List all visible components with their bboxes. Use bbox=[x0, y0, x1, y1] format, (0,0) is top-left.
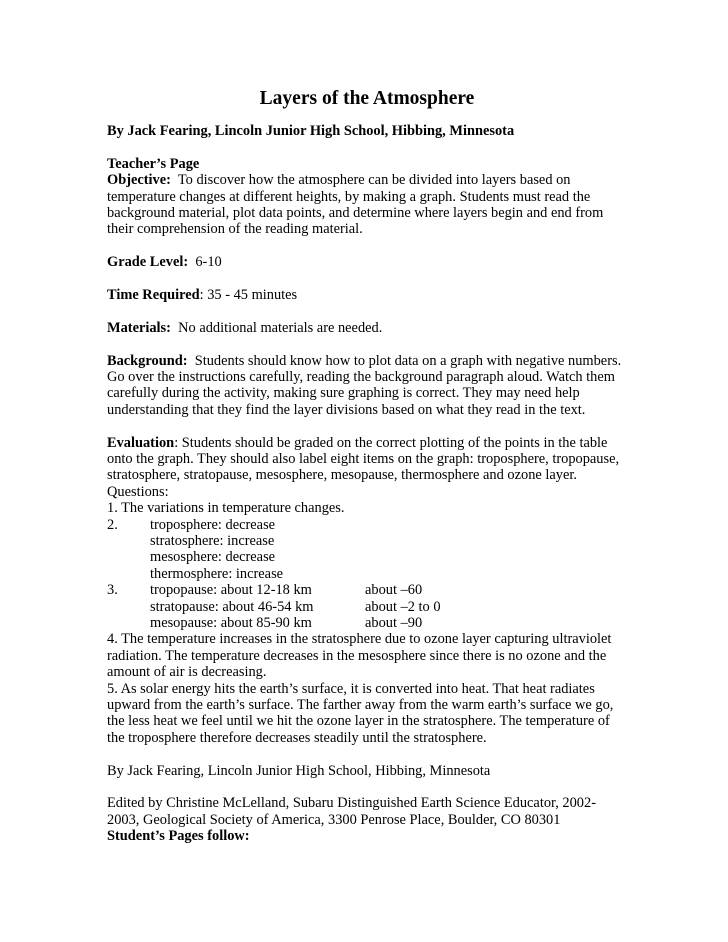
answer-2-item: thermosphere: increase bbox=[150, 565, 284, 582]
answer-3-temp: about –2 to 0 bbox=[365, 598, 441, 615]
evaluation-paragraph bbox=[107, 435, 627, 484]
answer-2-row bbox=[107, 566, 627, 582]
page-title: Layers of the Atmosphere bbox=[259, 88, 475, 109]
answer-3-row bbox=[107, 615, 627, 631]
answer-5: 5. As solar energy hits the earth’s surface, it is converted into heat. That heat radiates upward from the earth’s surface. The farther away from the warm earth’s surface we go, the less heat we feel until we hit the ozone layer in the stratosphere. The temperature of the troposphere therefore decreases steadily until the stratosphere. bbox=[107, 680, 614, 746]
materials-value: No additional materials are needed. bbox=[178, 319, 383, 336]
answer-3-layer: tropopause: about 12-18 km bbox=[150, 582, 312, 599]
document-page bbox=[107, 88, 627, 845]
answer-1: 1. The variations in temperature changes. bbox=[107, 500, 345, 517]
byline-footer: By Jack Fearing, Lincoln Junior High School, Hibbing, Minnesota bbox=[107, 762, 491, 779]
answer-3-layer: stratopause: about 46-54 km bbox=[150, 598, 314, 615]
evaluation-label: Evaluation bbox=[107, 434, 175, 451]
objective-text: To discover how the atmosphere can be divided into layers based on temperature changes at different heights, by making a graph. Students must read the background material, plot data points, and determine where layers begin and end from their comprehension of the reading material. bbox=[107, 172, 604, 238]
answer-3-layer: mesopause: about 85-90 km bbox=[150, 615, 312, 631]
grade-value: 6-10 bbox=[195, 254, 222, 271]
time-label: Time Required bbox=[107, 287, 200, 304]
questions-label: Questions: bbox=[107, 483, 169, 500]
teachers-page-heading: Teacher’s Page bbox=[107, 155, 200, 172]
students-pages-note: Student’s Pages follow: bbox=[107, 828, 250, 845]
edited-by: Edited by Christine McLelland, Subaru Distinguished Earth Science Educator, 2002-2003, Geological Society of America, 3300 Penrose Place, Boulder, CO 80301 bbox=[107, 795, 596, 828]
background-label: Background: bbox=[107, 352, 188, 369]
answer-4: 4. The temperature increases in the stratosphere due to ozone layer capturing ultraviolet radiation. The temperature decreases in the mesosphere since there is no ozone and the amount of air is decreasing. bbox=[107, 631, 612, 681]
answer-3-row bbox=[107, 599, 627, 615]
answer-3-row bbox=[107, 582, 627, 598]
answer-3-number: 3. bbox=[107, 582, 118, 599]
grade-label: Grade Level: bbox=[107, 254, 189, 271]
answer-3-temp: about –90 bbox=[365, 615, 423, 631]
answer-2-number: 2. bbox=[107, 516, 118, 533]
time-value: : 35 - 45 minutes bbox=[199, 287, 298, 304]
answer-3-temp: about –60 bbox=[365, 582, 423, 599]
grade-level bbox=[107, 254, 627, 270]
answer-2-row bbox=[107, 549, 627, 565]
answer-2-row bbox=[107, 533, 627, 549]
answer-2-item: troposphere: decrease bbox=[150, 516, 276, 533]
answer-2-item: mesosphere: decrease bbox=[150, 549, 276, 566]
materials-label: Materials: bbox=[107, 319, 171, 336]
time-required bbox=[107, 287, 627, 303]
byline: By Jack Fearing, Lincoln Junior High School, Hibbing, Minnesota bbox=[107, 123, 515, 139]
answer-2-row bbox=[107, 517, 627, 533]
objective-label: Objective: bbox=[107, 172, 171, 189]
objective-paragraph bbox=[107, 172, 627, 238]
background-text: Students should know how to plot data on a graph with negative numbers. Go over the instructions carefully, reading the background paragraph aloud. Watch them carefully during the activity, making sure graphing is correct. They may need help understanding that they find the layer divisions based on what they read in the text. bbox=[107, 352, 622, 418]
evaluation-text: : Students should be graded on the correct plotting of the points in the table onto the graph. They should also label eight items on the graph: troposphere, tropopause, stratosphere, stratopause, mesosphere, mesopause, thermosphere and ozone layer. bbox=[107, 434, 620, 484]
background-paragraph bbox=[107, 353, 627, 419]
answer-2-item: stratosphere: increase bbox=[150, 533, 275, 550]
materials bbox=[107, 320, 627, 336]
